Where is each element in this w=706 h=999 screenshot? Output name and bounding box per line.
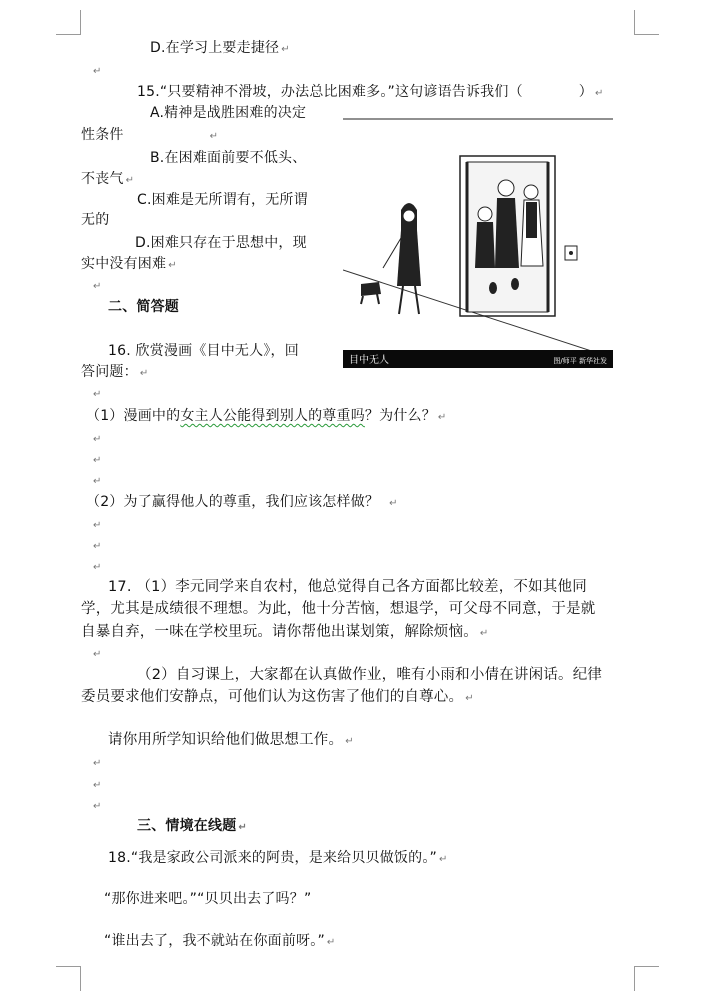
- q15-option-d-cont: 实中没有困难 ↵: [81, 256, 177, 272]
- page-corner-mark: [634, 10, 659, 35]
- paragraph-mark: ↵: [93, 434, 102, 445]
- q17-line-6: 请你用所学知识给他们做思想工作。 ↵: [108, 732, 354, 748]
- q15-stem: 15.“只要精神不滑坡，办法总比困难多。”这句谚语告诉我们（ ） ↵: [137, 84, 604, 100]
- q18-line-1: 18.“我是家政公司派来的阿贵，是来给贝贝做饭的。” ↵: [108, 850, 448, 866]
- q15-option-a: A.精神是战胜困难的决定: [150, 105, 307, 121]
- paragraph-mark: ↵: [93, 281, 102, 292]
- q16-stem-cont: 答问题： ↵: [81, 364, 149, 380]
- q14-option-d: D.在学习上要走捷径 ↵: [150, 40, 290, 56]
- caption-title: 目中无人: [349, 355, 389, 366]
- paragraph-mark: ↵: [93, 562, 102, 573]
- paragraph-mark: ↵: [93, 455, 102, 466]
- woman-head: [403, 210, 415, 222]
- q15-option-a-cont: 性条件 ↵: [81, 127, 219, 143]
- paragraph-mark: ↵: [93, 758, 102, 769]
- cartoon-image: [343, 118, 613, 368]
- paragraph-mark: ↵: [93, 520, 102, 531]
- q17-line-3: 自暴自弃，一味在学校里玩。请你帮他出谋划策，解除烦恼。 ↵: [81, 624, 489, 640]
- q17-line-1: 17. （1）李元同学来自农村，他总觉得自己各方面都比较差，不如其他同: [108, 579, 587, 595]
- q16-sub2: （2）为了赢得他人的尊重，我们应该怎样做？ ↵: [86, 494, 398, 510]
- page-corner-mark: [56, 10, 81, 35]
- q18-line-2: “那你进来吧。”“贝贝出去了吗？”: [104, 891, 312, 907]
- cartoon-drawing: [343, 118, 613, 368]
- q18-line-3: “谁出去了，我不就站在你面前呀。” ↵: [104, 933, 336, 949]
- person-head: [478, 207, 492, 221]
- paragraph-mark: ↵: [93, 780, 102, 791]
- q17-line-5: 委员要求他们安静点，可他们认为这伤害了他们的自尊心。 ↵: [81, 689, 474, 705]
- page-corner-mark: [56, 966, 81, 991]
- q15-option-d: D.困难只存在于思想中，现: [135, 235, 307, 251]
- caption-credit: 图/师平 新华社发: [553, 357, 607, 365]
- section-title-short-answer: 二、简答题: [108, 299, 179, 315]
- person-head: [498, 180, 514, 196]
- person-body: [475, 222, 495, 268]
- paragraph-mark: ↵: [93, 649, 102, 660]
- person-body: [495, 198, 519, 268]
- leash: [383, 238, 401, 268]
- paragraph-mark: ↵: [93, 389, 102, 400]
- q15-option-b-cont: 不丧气 ↵: [81, 171, 135, 187]
- q15-option-c: C.困难是无所谓有，无所谓: [137, 192, 308, 208]
- q15-option-c-cont: 无的: [81, 212, 110, 228]
- q17-line-4: （2）自习课上，大家都在认真做作业，唯有小雨和小倩在讲闲话。纪律: [137, 667, 603, 683]
- paragraph-mark: ↵: [93, 801, 102, 812]
- section-title-scenario: 三、情境在线题 ↵: [137, 818, 247, 834]
- q16-sub1: （1）漫画中的女主人公能得到别人的尊重吗？为什么？ ↵: [86, 408, 447, 424]
- q16-stem: 16. 欣赏漫画《目中无人》，回: [108, 343, 299, 359]
- paragraph-mark: ↵: [93, 476, 102, 487]
- q15-option-b: B.在困难面前要不低头、: [150, 150, 307, 166]
- paragraph-mark: ↵: [93, 541, 102, 552]
- dog: [361, 282, 381, 296]
- paragraph-mark: ↵: [93, 66, 102, 77]
- q17-line-2: 学，尤其是成绩很不理想。为此，他十分苦恼，想退学，可父母不同意，于是就: [81, 601, 596, 617]
- page-corner-mark: [634, 966, 659, 991]
- person-head: [524, 185, 538, 199]
